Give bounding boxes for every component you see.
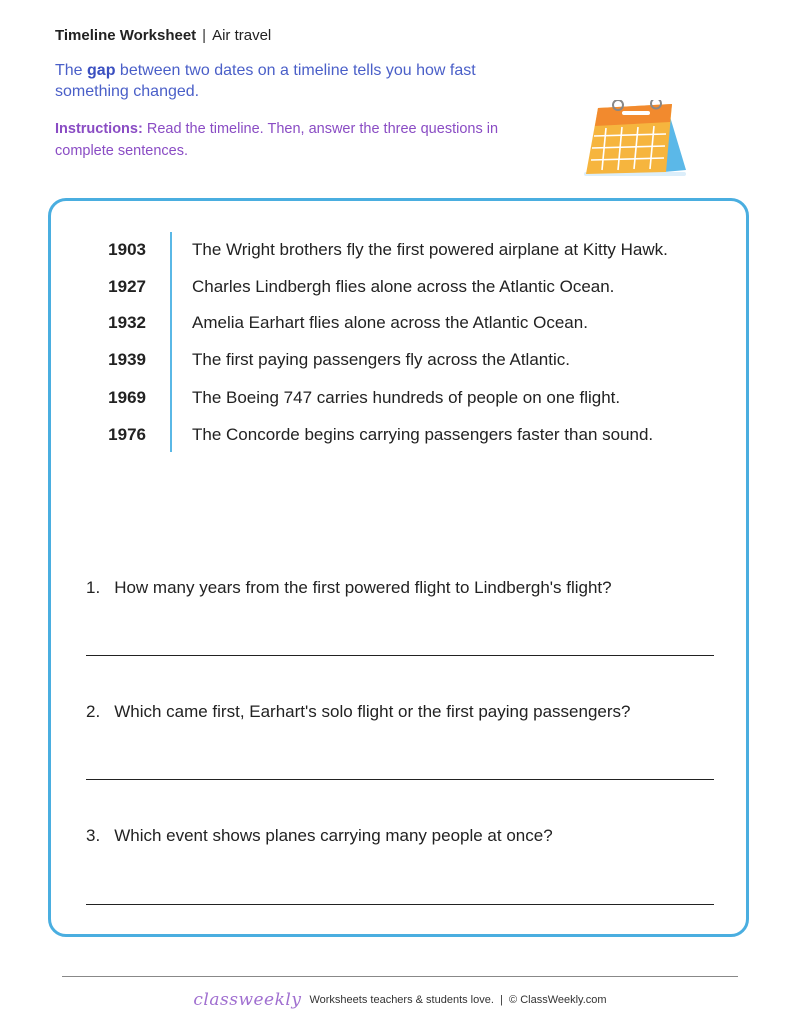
intro-keyword: gap <box>87 62 116 79</box>
question-number: 1. <box>86 578 101 597</box>
timeline-event: The Boeing 747 carries hundreds of people on one flight. <box>192 388 621 407</box>
question-1 <box>86 578 612 598</box>
timeline-year: 1939 <box>108 350 146 369</box>
worksheet-title: Timeline Worksheet <box>55 27 197 44</box>
question-2 <box>86 702 631 722</box>
question-text: Which came first, Earhart's solo flight or the first paying passengers? <box>114 702 631 721</box>
header-separator: | <box>202 27 207 44</box>
question-text: Which event shows planes carrying many people at once? <box>114 826 553 845</box>
timeline-event: The Wright brothers fly the first powered airplane at Kitty Hawk. <box>192 240 668 259</box>
question-text: How many years from the first powered flight to Lindbergh's flight? <box>114 578 612 597</box>
timeline-year: 1927 <box>108 277 146 296</box>
timeline-event: The Concorde begins carrying passengers faster than sound. <box>192 425 654 444</box>
timeline-line <box>170 232 172 452</box>
timeline-year: 1969 <box>108 388 146 407</box>
instructions <box>55 118 555 162</box>
worksheet-header <box>55 27 271 44</box>
question-3 <box>86 826 553 846</box>
answer-line-3[interactable] <box>86 904 714 905</box>
timeline-event: Amelia Earhart flies alone across the Atlantic Ocean. <box>192 313 588 332</box>
intro-before: The <box>55 62 88 79</box>
footer-divider <box>62 976 738 977</box>
timeline-event: The first paying passengers fly across the Atlantic. <box>192 350 570 369</box>
footer-tagline: Worksheets teachers & students love. <box>309 994 494 1006</box>
instructions-text: Read the timeline. Then, answer the three questions in complete sentences. <box>55 121 499 159</box>
calendar-icon <box>580 100 690 178</box>
timeline-year: 1976 <box>108 425 146 444</box>
intro-after: between two dates on a timeline tells you how fast something changed. <box>55 62 476 100</box>
instructions-label: Instructions: <box>55 121 143 137</box>
footer-separator: | <box>500 994 503 1006</box>
footer <box>0 990 800 1010</box>
footer-copyright: © ClassWeekly.com <box>509 994 607 1006</box>
timeline-year: 1903 <box>108 240 146 259</box>
timeline-event: Charles Lindbergh flies alone across the Atlantic Ocean. <box>192 277 615 296</box>
answer-line-1[interactable] <box>86 655 714 656</box>
brand-logo: classweekly <box>193 990 302 1010</box>
question-number: 2. <box>86 702 101 721</box>
answer-line-2[interactable] <box>86 779 714 780</box>
intro-text <box>55 60 535 102</box>
timeline-year: 1932 <box>108 313 146 332</box>
question-number: 3. <box>86 826 101 845</box>
worksheet-topic: Air travel <box>212 27 272 44</box>
